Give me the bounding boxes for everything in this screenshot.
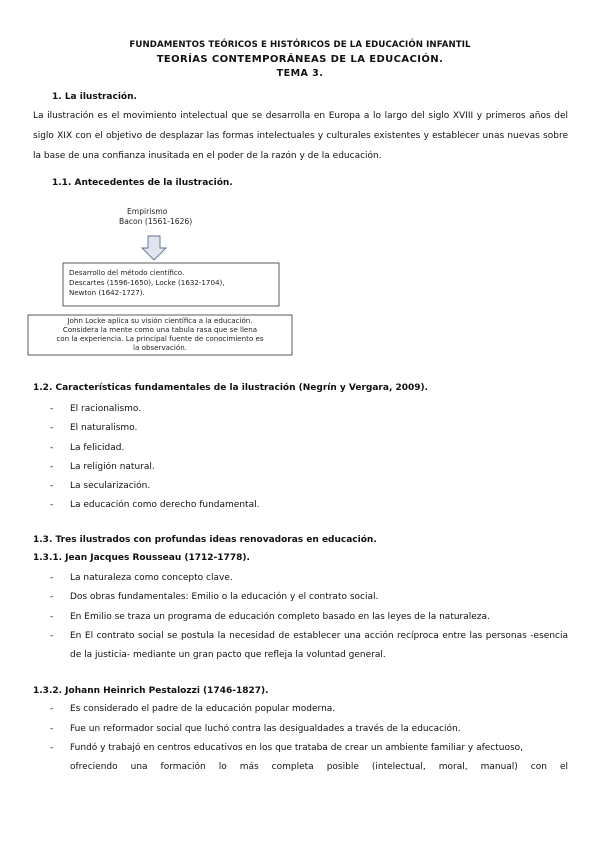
list-item: - La educación como derecho fundamental. bbox=[33, 496, 568, 515]
unit-title: TEORÍAS CONTEMPORÁNEAS DE LA EDUCACIÓN. bbox=[156, 54, 444, 65]
list-item: - La naturaleza como concepto clave. bbox=[33, 569, 568, 588]
locke-box-line-3: con la experiencia. La principal fuente de conocimiento es bbox=[56, 334, 264, 343]
list-item: - Fundó y trabajó en centros educativos en los que trataba de crear un ambiente familiar y afectuoso, bbox=[33, 739, 568, 759]
section-1-3-1-heading: 1.3.1. Jean Jacques Rousseau (1712-1778). bbox=[33, 553, 250, 563]
list-item: - La secularización. bbox=[33, 477, 568, 496]
down-arrow-shape bbox=[142, 236, 166, 260]
rousseau-list bbox=[33, 569, 568, 665]
topic-number: TEMA 3. bbox=[276, 68, 324, 79]
section-1-2-heading: 1.2. Características fundamentales de la ilustración (Negrín y Vergara, 2009). bbox=[33, 383, 429, 393]
list-item: - La felicidad. bbox=[33, 439, 568, 458]
bacon-label: Bacon (1561-1626) bbox=[119, 217, 193, 226]
pestalozzi-continuation: ofreciendo una formación lo más completa posible (intelectual, moral, manual) con el bbox=[70, 762, 568, 772]
pestalozzi-list bbox=[33, 700, 568, 759]
course-title: FUNDAMENTOS TEÓRICOS E HISTÓRICOS DE LA EDUCACIÓN INFANTIL bbox=[129, 40, 471, 50]
list-item: - El racionalismo. bbox=[33, 400, 568, 419]
characteristics-list bbox=[33, 400, 568, 516]
list-item: - En El contrato social se postula la necesidad de establecer una acción recíproca entre las personas -esencia de la justicia- mediante un gran pacto que refleja la voluntad general. bbox=[33, 627, 568, 665]
section-1-1-heading: 1.1. Antecedentes de la ilustración. bbox=[52, 178, 233, 188]
locke-box-line-2: Considera la mente como una tabula rasa que se llena bbox=[62, 325, 258, 334]
method-box-line-3: Newton (1642-1727). bbox=[69, 288, 145, 297]
list-item: - La religión natural. bbox=[33, 458, 568, 477]
section-1-3-2-heading: 1.3.2. Johann Heinrich Pestalozzi (1746-1827). bbox=[33, 686, 269, 696]
section-1-paragraph: La ilustración es el movimiento intelectual que se desarrolla en Europa a lo largo del siglo XVIII y primeros años del siglo XIX con el objetivo de desplazar las formas intelectuales y culturales existentes y establecer unas nuevas sobre la base de una confianza inusitada en el poder de la razón y de la educación. bbox=[33, 111, 568, 161]
list-item: - En Emilio se traza un programa de educación completo basado en las leyes de la naturaleza. bbox=[33, 608, 568, 627]
section-1-heading: 1. La ilustración. bbox=[52, 92, 137, 102]
locke-box-line-1: John Locke aplica su visión científica a la educación. bbox=[67, 316, 253, 325]
locke-box-line-4: la observación. bbox=[133, 343, 187, 352]
section-1-3-heading: 1.3. Tres ilustrados con profundas ideas renovadoras en educación. bbox=[33, 535, 377, 545]
method-box-line-1: Desarrollo del método científico. bbox=[69, 268, 185, 277]
empiricism-label: Empirismo bbox=[127, 207, 168, 216]
list-item: - Dos obras fundamentales: Emilio o la educación y el contrato social. bbox=[33, 588, 568, 607]
list-item: - Fue un reformador social que luchó contra las desigualdades a través de la educación. bbox=[33, 720, 568, 740]
list-item: - El naturalismo. bbox=[33, 419, 568, 438]
method-box-line-2: Descartes (1596-1650), Locke (1632-1704), bbox=[69, 278, 225, 287]
list-item: - Es considerado el padre de la educación popular moderna. bbox=[33, 700, 568, 720]
